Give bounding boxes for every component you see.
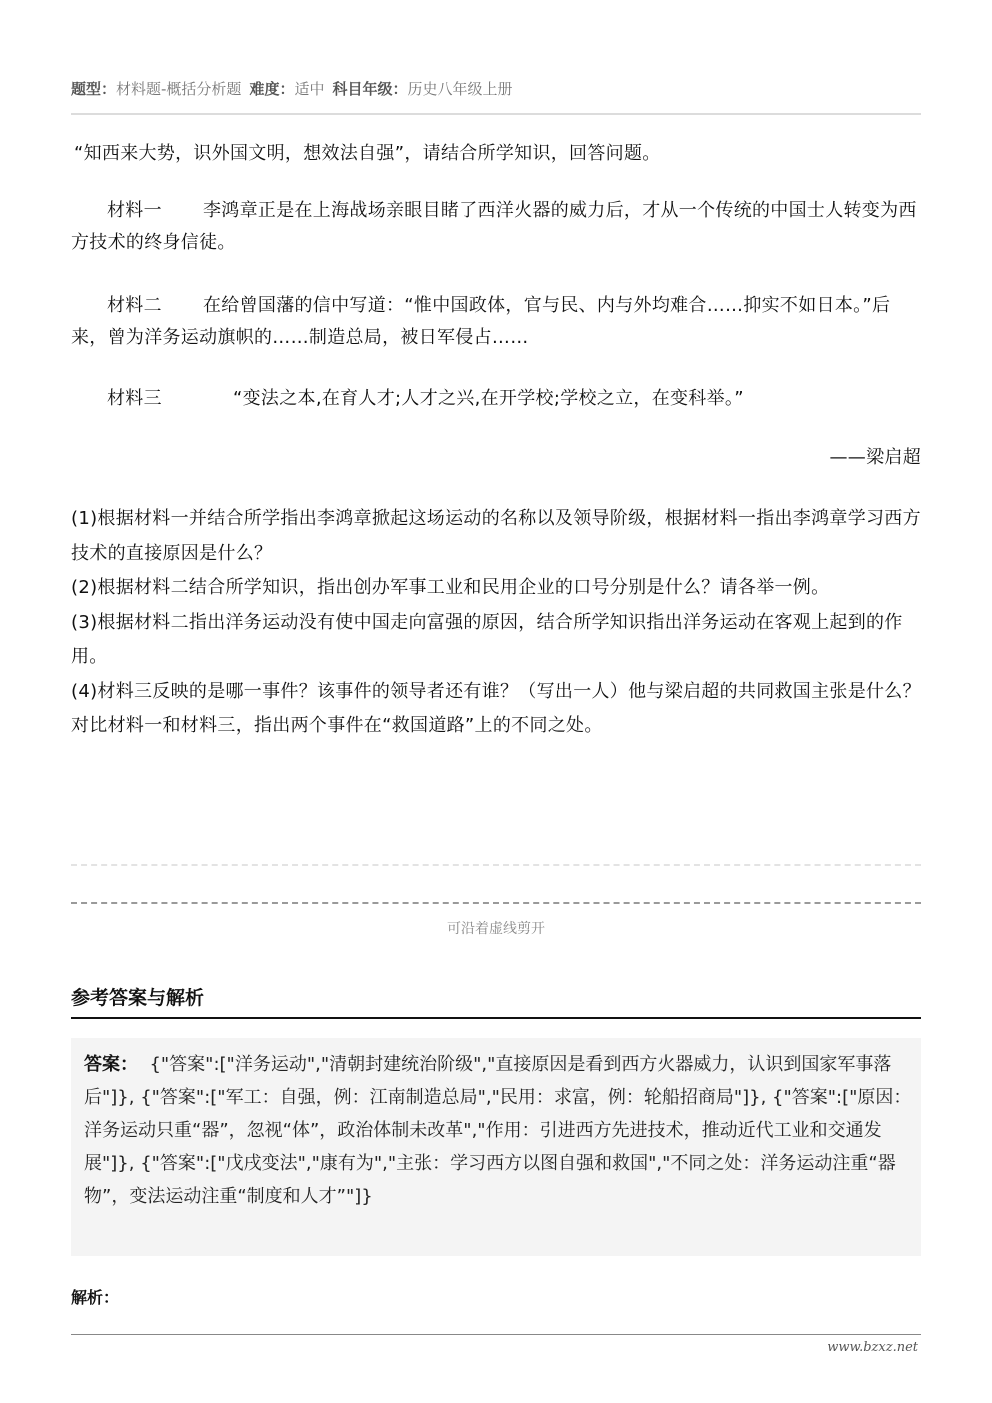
type-label: 题型： bbox=[71, 80, 117, 98]
sub-questions bbox=[71, 502, 921, 744]
sub-question-4: (4)材料三反映的是哪一事件？该事件的领导者还有谁？（写出一人）他与梁启超的共同救国主张是什么？对比材料一和材料三，指出两个事件在“救国道路”上的不同之处。 bbox=[71, 680, 921, 736]
footer-divider bbox=[71, 1334, 921, 1335]
question-meta bbox=[71, 78, 513, 99]
answer-section-title: 参考答案与解析 bbox=[71, 987, 205, 1009]
material-text: 在给曾国藩的信中写道：“惟中国政体，官与民、内与外均难合……抑实不如日本。”后来，曾为洋务运动旗帜的……制造总局，被日军侵占…… bbox=[71, 295, 891, 348]
material-label: 材料一 bbox=[107, 200, 162, 221]
answer-space-divider bbox=[71, 864, 921, 866]
question-intro: “知西来大势，识外国文明，想效法自强”，请结合所学知识，回答问题。 bbox=[74, 143, 661, 164]
difficulty-value: 适中 bbox=[294, 80, 325, 98]
analysis-label: 解析： bbox=[71, 1288, 120, 1307]
material-text: “变法之本,在育人才;人才之兴,在开学校;学校之立，在变科举。” bbox=[233, 388, 744, 409]
footer-site: www.bzxz.net bbox=[827, 1340, 918, 1355]
sub-question-1: (1)根据材料一并结合所学指出李鸿章掀起这场运动的名称以及领导阶级，根据材料一指出李鸿章学习西方技术的直接原因是什么？ bbox=[71, 508, 921, 564]
material-text: 李鸿章正是在上海战场亲眼目睹了西洋火器的威力后，才从一个传统的中国士人转变为西方技术的终身信徒。 bbox=[71, 200, 917, 253]
material-1 bbox=[71, 195, 921, 259]
answer-label: 答案： bbox=[84, 1054, 138, 1075]
cut-line-label: 可沿着虚线剪开 bbox=[447, 921, 545, 937]
sub-question-2: (2)根据材料二结合所学知识，指出创办军事工业和民用企业的口号分别是什么？请各举一例。 bbox=[71, 577, 830, 598]
type-value: 材料题-概括分析题 bbox=[116, 80, 242, 98]
quote-attribution: ——梁启超 bbox=[829, 447, 921, 468]
cut-line bbox=[71, 902, 921, 904]
meta-divider bbox=[71, 113, 921, 115]
sub-question-3: (3)根据材料二指出洋务运动没有使中国走向富强的原因，结合所学知识指出洋务运动在客观上起到的作用。 bbox=[71, 611, 903, 667]
subject-label: 科目年级： bbox=[332, 80, 408, 98]
subject-value: 历史八年级上册 bbox=[407, 80, 513, 98]
material-label: 材料三 bbox=[107, 388, 162, 409]
material-3 bbox=[71, 383, 921, 415]
answer-title-divider bbox=[71, 1017, 921, 1019]
answer-text: {"答案":["洋务运动","清朝封建统治阶级","直接原因是看到西方火器威力，认识到国家军事落后"]}, {"答案":["军工：自强，例：江南制造总局","民用：求富，例：轮船招商局"]}, {"答案":["原因：洋务运动只重“器”，忽视“体”，政治体制未改革","作用：引进西方先进技术，推动近代工业和交通发展"]}, {"答案":["戊戌变法","康有为","主张：学习西方以图自强和救国","不同之处：洋务运动注重“器物”，变法运动注重“制度和人才”"]} bbox=[84, 1054, 912, 1207]
difficulty-label: 难度： bbox=[249, 80, 295, 98]
answer-content bbox=[84, 1048, 914, 1213]
material-label: 材料二 bbox=[107, 295, 162, 316]
material-2 bbox=[71, 290, 921, 354]
